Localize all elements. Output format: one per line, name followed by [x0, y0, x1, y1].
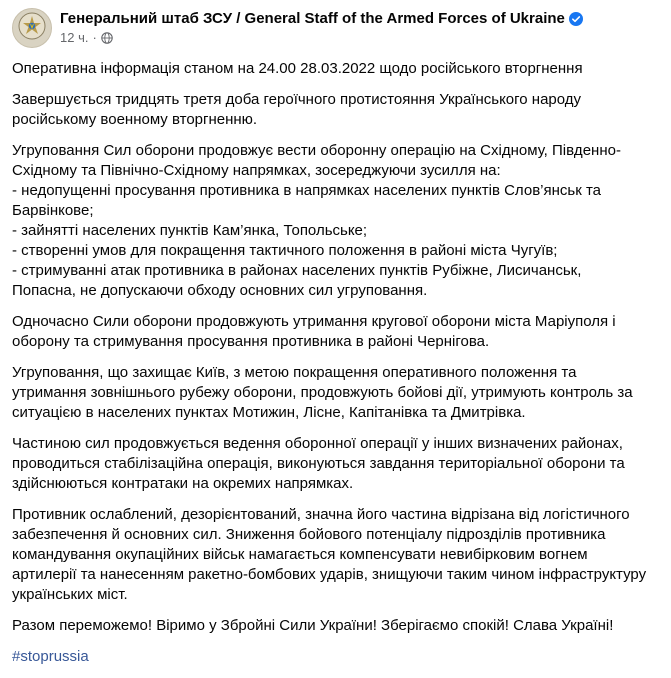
- hashtag-link[interactable]: #stoprussia: [12, 648, 89, 665]
- post-paragraph: Одночасно Сили оборони продовжують утримання кругової оборони міста Маріуполя і оборону та стримування просування противника в районі Чернігова.: [12, 313, 616, 350]
- post-paragraph: Оперативна інформація станом на 24.00 28.03.2022 щодо російського вторгнення: [12, 60, 583, 77]
- post-header-text: [60, 8, 583, 46]
- globe-icon[interactable]: [101, 32, 113, 44]
- verified-badge-icon: [569, 12, 583, 26]
- meta-separator: ·: [92, 30, 97, 45]
- page-avatar[interactable]: [12, 8, 52, 48]
- post-paragraph: Противник ослаблений, дезорієнтований, значна його частина відрізана від логістичного забезпечення й основних сил. Зниження бойового потенціалу підрозділів противника командування окупаційних військ намагається компенсувати невибірковим вогнем артилерії та нанесенням ракетно-бомбових ударів, знищуючи таким чином інфраструктуру українських міст.: [12, 506, 647, 603]
- page-name-link[interactable]: Генеральний штаб ЗСУ / General Staff of the Armed Forces of Ukraine: [60, 10, 565, 27]
- post-timestamp[interactable]: 12 ч.: [60, 30, 89, 45]
- armed-forces-emblem-icon: [17, 11, 47, 46]
- post-paragraph: Завершується тридцять третя доба героїчного протистояння Українського народу російському военному вторгненню.: [12, 91, 582, 128]
- post-paragraph-group: [12, 141, 649, 301]
- post-body: [12, 59, 649, 678]
- post-line: - стримуванні атак противника в районах населених пунктів Рубіжне, Лисичанськ, Попасна, не допускаючи обходу основних сил угруповання.: [12, 262, 582, 299]
- post-paragraph: Угруповання, що захищає Київ, з метою покращення оперативного положення та утримання зовнішнього рубежу оборони, продовжують бойові дії, утримують контроль за ситуацією в населених пунктах Мотижин, Лісне, Капітанівка та Дмитрівка.: [12, 364, 633, 421]
- page-name-row: [60, 9, 583, 28]
- post-paragraph: Частиною сил продовжується ведення оборонної операції у інших визначених районах, проводиться стабілізаційна операція, виконуються завдання територіальної оборони та здійснюються контратаки на окремих напрямках.: [12, 435, 625, 492]
- post-line: Угруповання Сил оборони продовжує вести оборонну операцію на Східному, Південно-Східному та Північно-Східному напрямках, зосереджуючи зусилля на:: [12, 142, 621, 179]
- post-paragraph: [12, 647, 649, 667]
- post-meta: [60, 30, 583, 46]
- post-line: - зайнятті населених пунктів Кам’янка, Топольське;: [12, 222, 368, 239]
- post-header: [12, 8, 659, 50]
- post-line: - створенні умов для покращення тактичного положення в районі міста Чугуїв;: [12, 242, 558, 259]
- post-line: - недопущенні просування противника в напрямках населених пунктів Слов’янськ та Барвінкове;: [12, 182, 601, 219]
- post-paragraph: Разом переможемо! Віримо у Збройні Сили України! Зберігаємо спокій! Слава Україні!: [12, 617, 614, 634]
